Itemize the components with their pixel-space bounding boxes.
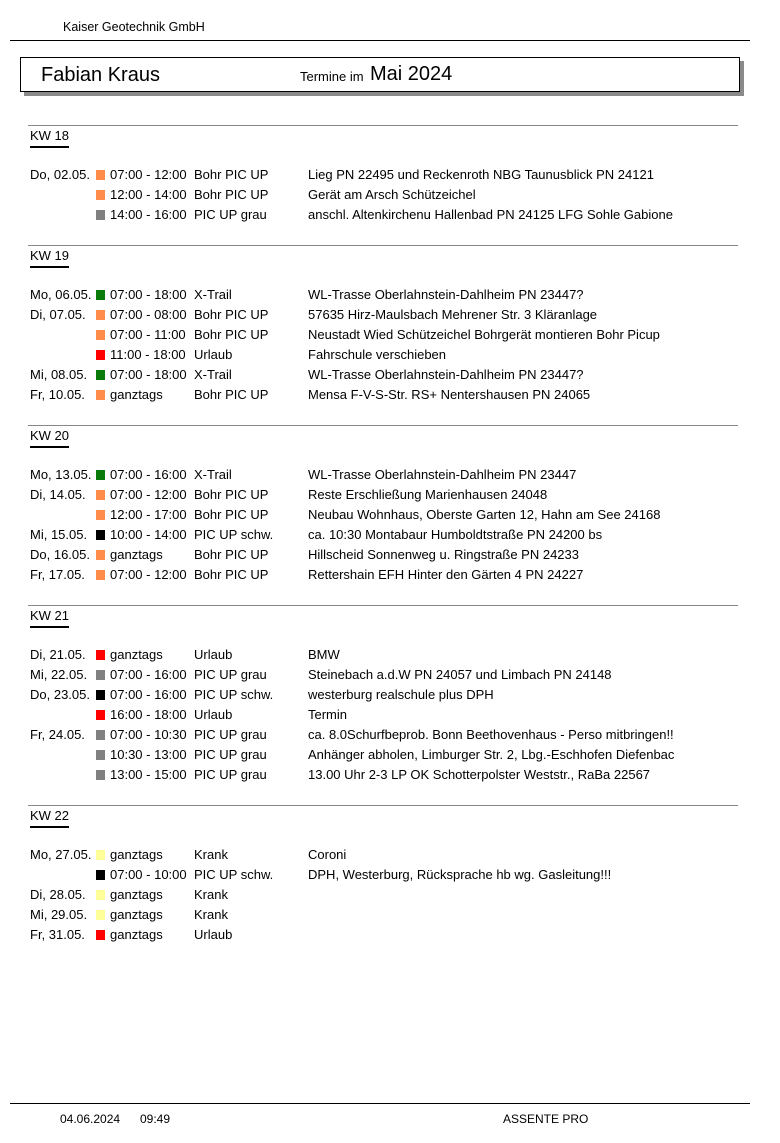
- category-color-icon: [96, 730, 105, 740]
- appointment-category: Krank: [194, 847, 228, 862]
- appointment-category: Bohr PIC UP: [194, 187, 269, 202]
- appointment-description: Fahrschule verschieben: [308, 347, 447, 362]
- appointment-category: Bohr PIC UP: [194, 567, 269, 582]
- appointment-time: 07:00 - 12:00: [110, 167, 187, 182]
- company-name: Kaiser Geotechnik GmbH: [63, 20, 205, 34]
- category-color-icon: [96, 870, 105, 880]
- category-color-icon: [96, 210, 105, 220]
- appointment-description: Hillscheid Sonnenweg u. Ringstraße PN 24233: [308, 547, 579, 562]
- appointment-description: 13.00 Uhr 2-3 LP OK Schotterpolster Weststr., RaBa 22567: [308, 767, 651, 782]
- appointment-day: Mi, 15.05.: [30, 527, 88, 542]
- appointment-description: westerburg realschule plus DPH: [308, 687, 494, 702]
- appointment-day: Mo, 13.05.: [30, 467, 92, 482]
- category-color-icon: [96, 290, 105, 300]
- category-color-icon: [96, 850, 105, 860]
- category-color-icon: [96, 490, 105, 500]
- category-color-icon: [96, 530, 105, 540]
- appointment-time: ganztags: [110, 907, 163, 922]
- person-name: Fabian Kraus: [41, 64, 160, 86]
- appointment-category: Bohr PIC UP: [194, 387, 269, 402]
- appointment-description: WL-Trasse Oberlahnstein-Dahlheim PN 23447?: [308, 367, 584, 382]
- appointment-time: 07:00 - 16:00: [110, 467, 187, 482]
- appointment-category: Urlaub: [194, 347, 233, 362]
- appointment-category: Bohr PIC UP: [194, 307, 269, 322]
- appointment-day: Do, 02.05.: [30, 167, 90, 182]
- appointment-time: 07:00 - 16:00: [110, 667, 187, 682]
- print-date: 04.06.2024: [60, 1112, 121, 1126]
- category-color-icon: [96, 690, 105, 700]
- appointment-day: Di, 07.05.: [30, 307, 86, 322]
- print-time: 09:49: [140, 1112, 171, 1126]
- appointment-category: PIC UP schw.: [194, 867, 274, 882]
- appointment-day: Mo, 06.05.: [30, 287, 92, 302]
- appointment-category: PIC UP schw.: [194, 527, 274, 542]
- appointment-time: 07:00 - 12:00: [110, 487, 187, 502]
- appointment-day: Mo, 27.05.: [30, 847, 92, 862]
- appointment-description: Rettershain EFH Hinter den Gärten 4 PN 24227: [308, 567, 584, 582]
- week-divider: [28, 245, 738, 246]
- appointment-category: X-Trail: [194, 287, 232, 302]
- category-color-icon: [96, 310, 105, 320]
- week-label: KW 20: [30, 428, 69, 448]
- appointment-time: 07:00 - 18:00: [110, 287, 187, 302]
- appointment-day: Do, 16.05.: [30, 547, 90, 562]
- appointment-category: Urlaub: [194, 647, 233, 662]
- appointment-description: Neubau Wohnhaus, Oberste Garten 12, Hahn am See 24168: [308, 507, 661, 522]
- week-label: KW 21: [30, 608, 69, 628]
- appointment-category: Bohr PIC UP: [194, 167, 269, 182]
- appointment-day: Fr, 17.05.: [30, 567, 85, 582]
- appointment-time: 10:00 - 14:00: [110, 527, 187, 542]
- category-color-icon: [96, 910, 105, 920]
- category-color-icon: [96, 190, 105, 200]
- appointment-time: ganztags: [110, 927, 163, 942]
- appointment-day: Do, 23.05.: [30, 687, 90, 702]
- appointment-day: Mi, 29.05.: [30, 907, 88, 922]
- week-divider: [28, 805, 738, 806]
- appointment-description: DPH, Westerburg, Rücksprache hb wg. Gasleitung!!!: [308, 867, 612, 882]
- category-color-icon: [96, 170, 105, 180]
- appointment-category: Bohr PIC UP: [194, 547, 269, 562]
- category-color-icon: [96, 710, 105, 720]
- appointment-category: X-Trail: [194, 367, 232, 382]
- week-divider: [28, 605, 738, 606]
- week-label: KW 19: [30, 248, 69, 268]
- appointment-description: 57635 Hirz-Maulsbach Mehrener Str. 3 Kläranlage: [308, 307, 598, 322]
- appointment-day: Mi, 08.05.: [30, 367, 88, 382]
- appointment-day: Di, 14.05.: [30, 487, 86, 502]
- appointment-day: Di, 21.05.: [30, 647, 86, 662]
- category-color-icon: [96, 390, 105, 400]
- appointment-time: ganztags: [110, 887, 163, 902]
- appointment-time: 07:00 - 18:00: [110, 367, 187, 382]
- appointment-time: 12:00 - 17:00: [110, 507, 187, 522]
- appointment-description: Anhänger abholen, Limburger Str. 2, Lbg.-Eschhofen Diefenbac: [308, 747, 675, 762]
- appointment-category: Urlaub: [194, 707, 233, 722]
- appointment-time: ganztags: [110, 547, 163, 562]
- appointment-description: anschl. Altenkirchenu Hallenbad PN 24125 LFG Sohle Gabione: [308, 207, 673, 222]
- appointment-description: Coroni: [308, 847, 347, 862]
- appointment-time: 07:00 - 08:00: [110, 307, 187, 322]
- appointment-category: Urlaub: [194, 927, 233, 942]
- footer-divider: [10, 1103, 750, 1104]
- appointment-time: 16:00 - 18:00: [110, 707, 187, 722]
- appointment-time: 11:00 - 18:00: [110, 347, 186, 362]
- appointment-time: 10:30 - 13:00: [110, 747, 187, 762]
- appointment-description: Gerät am Arsch Schützeichel: [308, 187, 476, 202]
- appointment-category: Krank: [194, 907, 228, 922]
- appointment-category: X-Trail: [194, 467, 232, 482]
- appointment-time: 14:00 - 16:00: [110, 207, 187, 222]
- appointment-time: 07:00 - 10:00: [110, 867, 187, 882]
- week-label: KW 18: [30, 128, 69, 148]
- header-divider: [10, 40, 750, 41]
- appointment-time: 12:00 - 14:00: [110, 187, 187, 202]
- week-divider: [28, 125, 738, 126]
- app-name: ASSENTE PRO: [503, 1112, 589, 1126]
- category-color-icon: [96, 750, 105, 760]
- appointment-category: PIC UP grau: [194, 767, 267, 782]
- appointments-label: Termine im: [300, 69, 364, 84]
- appointment-description: Lieg PN 22495 und Reckenroth NBG Taunusblick PN 24121: [308, 167, 654, 182]
- appointment-description: BMW: [308, 647, 340, 662]
- appointment-category: Bohr PIC UP: [194, 487, 269, 502]
- appointment-day: Fr, 24.05.: [30, 727, 85, 742]
- week-label: KW 22: [30, 808, 69, 828]
- appointment-description: Neustadt Wied Schützeichel Bohrgerät montieren Bohr Picup: [308, 327, 660, 342]
- category-color-icon: [96, 570, 105, 580]
- category-color-icon: [96, 670, 105, 680]
- appointment-time: 07:00 - 16:00: [110, 687, 187, 702]
- appointment-description: ca. 10:30 Montabaur Humboldtstraße PN 24200 bs: [308, 527, 603, 542]
- appointment-description: Termin: [308, 707, 348, 722]
- appointment-day: Mi, 22.05.: [30, 667, 88, 682]
- appointment-day: Fr, 31.05.: [30, 927, 85, 942]
- appointment-time: 07:00 - 10:30: [110, 727, 187, 742]
- category-color-icon: [96, 470, 105, 480]
- appointment-description: Steinebach a.d.W PN 24057 und Limbach PN 24148: [308, 667, 612, 682]
- category-color-icon: [96, 650, 105, 660]
- appointment-day: Fr, 10.05.: [30, 387, 85, 402]
- appointment-time: 07:00 - 12:00: [110, 567, 187, 582]
- appointment-category: Bohr PIC UP: [194, 507, 269, 522]
- category-color-icon: [96, 930, 105, 940]
- appointment-description: WL-Trasse Oberlahnstein-Dahlheim PN 23447?: [308, 287, 584, 302]
- category-color-icon: [96, 370, 105, 380]
- category-color-icon: [96, 890, 105, 900]
- month-title: Mai 2024: [370, 63, 453, 85]
- appointment-category: PIC UP schw.: [194, 687, 274, 702]
- appointment-time: 13:00 - 15:00: [110, 767, 187, 782]
- appointment-description: ca. 8.0Schurfbeprob. Bonn Beethovenhaus - Perso mitbringen!!: [308, 727, 674, 742]
- appointment-category: Krank: [194, 887, 228, 902]
- appointment-category: PIC UP grau: [194, 207, 267, 222]
- category-color-icon: [96, 330, 105, 340]
- appointment-description: WL-Trasse Oberlahnstein-Dahlheim PN 23447: [308, 467, 577, 482]
- appointment-day: Di, 28.05.: [30, 887, 86, 902]
- appointment-category: PIC UP grau: [194, 667, 267, 682]
- appointment-time: ganztags: [110, 647, 163, 662]
- title-box: [20, 57, 740, 92]
- appointment-description: Mensa F-V-S-Str. RS+ Nentershausen PN 24065: [308, 387, 591, 402]
- appointment-category: PIC UP grau: [194, 747, 267, 762]
- appointment-time: 07:00 - 11:00: [110, 327, 186, 342]
- week-divider: [28, 425, 738, 426]
- category-color-icon: [96, 510, 105, 520]
- appointment-time: ganztags: [110, 387, 163, 402]
- appointment-category: Bohr PIC UP: [194, 327, 269, 342]
- appointment-description: Reste Erschließung Marienhausen 24048: [308, 487, 548, 502]
- category-color-icon: [96, 350, 105, 360]
- category-color-icon: [96, 550, 105, 560]
- appointment-time: ganztags: [110, 847, 163, 862]
- category-color-icon: [96, 770, 105, 780]
- appointment-category: PIC UP grau: [194, 727, 267, 742]
